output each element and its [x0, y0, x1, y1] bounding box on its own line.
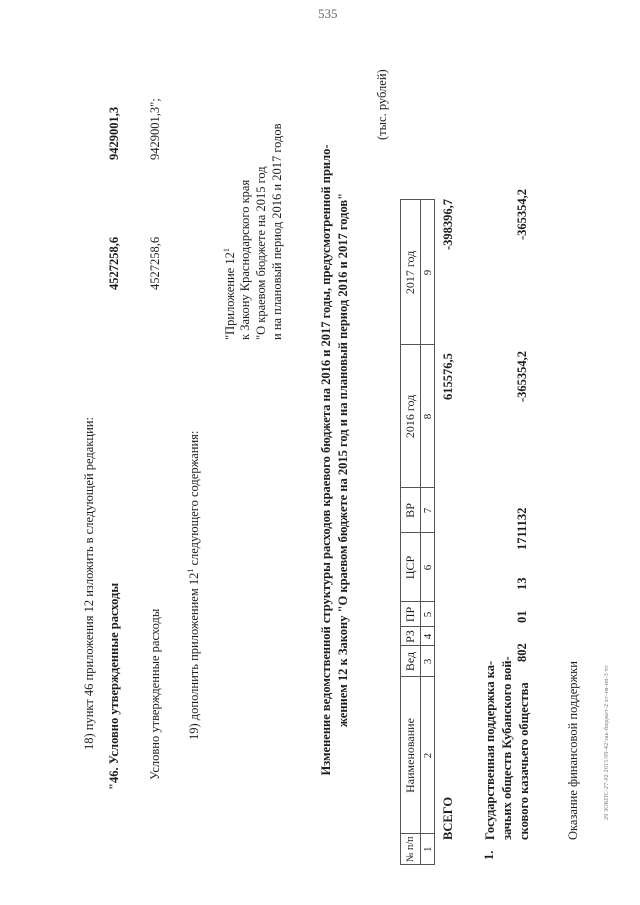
- item-19-text: [186, 431, 202, 740]
- row-1-name-line-2: зачьих обществ Кубанского вой-: [500, 656, 514, 840]
- conditional-expenses-label: Условно утвержденные расходы: [148, 608, 162, 780]
- row-1-name-line-1: Государственная поддержка ка-: [483, 660, 497, 840]
- col-number: 1: [421, 834, 435, 865]
- expenditure-table: [400, 199, 435, 865]
- col-number: 6: [421, 533, 435, 602]
- header-pr: ПР: [401, 602, 421, 627]
- row-1-name-line-3: скового казачьего общества: [517, 682, 531, 840]
- header-rz: РЗ: [401, 627, 421, 646]
- footer-code: 29 ЗОКПС-27-02 2015/09-42/зак-бюджет-2 xт-зм-ип-3 чт: [604, 665, 610, 820]
- row-2-partial-name: Оказание финансовой поддержки: [566, 661, 580, 840]
- row-46-value-2017: 9429001,3: [107, 106, 121, 160]
- col-number: 2: [421, 677, 435, 834]
- header-name: Наименование: [401, 677, 421, 834]
- item-18-text: 18) пункт 46 приложения 12 изложить в следующей редакции:: [82, 417, 96, 750]
- table-header-row: [401, 200, 421, 865]
- header-num: № п/п: [401, 834, 421, 865]
- col-number: 3: [421, 646, 435, 677]
- item-19-main: 19) дополнить приложением 12: [187, 572, 202, 740]
- total-value-2016: 615576,5: [441, 353, 455, 400]
- item-19-superscript: 1: [186, 568, 195, 573]
- document-title: [318, 80, 352, 840]
- row-1-csr: 1711132: [515, 507, 529, 550]
- title-line-1: Изменение ведомственной структуры расходов краевого бюджета на 2016 и 2017 годы, предусмотренной прило-: [319, 144, 333, 776]
- page-number: 535: [318, 6, 338, 21]
- conditional-expenses-value-2017: 9429001,3";: [148, 98, 162, 160]
- row-1-rz: 01: [515, 610, 529, 623]
- header-vr: ВР: [401, 488, 421, 533]
- table-column-numbers-row: [421, 200, 435, 865]
- header-ved: Вед: [401, 646, 421, 677]
- units-label: (тыс. рублей): [375, 69, 389, 140]
- row-1-name: [482, 656, 533, 840]
- appendix-line-2: к Закону Краснодарского края: [238, 179, 252, 340]
- appendix-line-1: [222, 248, 238, 340]
- row-46-value-2016: 4527258,6: [107, 236, 121, 290]
- row-1-pr: 13: [515, 577, 529, 590]
- item-19-tail: следующего содержания:: [187, 430, 202, 569]
- row-1-ved: 802: [515, 643, 529, 662]
- appendix-line-3: "О краевом бюджете на 2015 год: [254, 166, 268, 340]
- appendix-line-1-superscript: 1: [222, 248, 231, 253]
- appendix-line-1-text: "Приложение 12: [223, 252, 238, 340]
- row-1-value-2016: -365354,2: [515, 350, 529, 402]
- col-number: 9: [421, 200, 435, 345]
- row-1-value-2017: -365354,2: [515, 188, 529, 240]
- title-line-2: жением 12 к Закону "О краевом бюджете на 2015 год и на плановый период 2016 и 2017 годов": [336, 192, 350, 728]
- conditional-expenses-value-2016: 4527258,6: [148, 236, 162, 290]
- col-number: 5: [421, 602, 435, 627]
- col-number: 7: [421, 488, 435, 533]
- header-csr: ЦСР: [401, 533, 421, 602]
- col-number: 4: [421, 627, 435, 646]
- row-46-label: "46. Условно утвержденные расходы: [107, 582, 121, 790]
- rotated-page-content: [0, 20, 620, 880]
- appendix-line-4: и на плановый период 2016 и 2017 годов: [270, 123, 284, 340]
- total-value-2017: -398396,7: [441, 198, 455, 250]
- total-label: ВСЕГО: [441, 796, 455, 840]
- row-1-number: 1.: [482, 850, 496, 860]
- col-number: 8: [421, 345, 435, 488]
- header-2016: 2016 год: [401, 345, 421, 488]
- header-2017: 2017 год: [401, 200, 421, 345]
